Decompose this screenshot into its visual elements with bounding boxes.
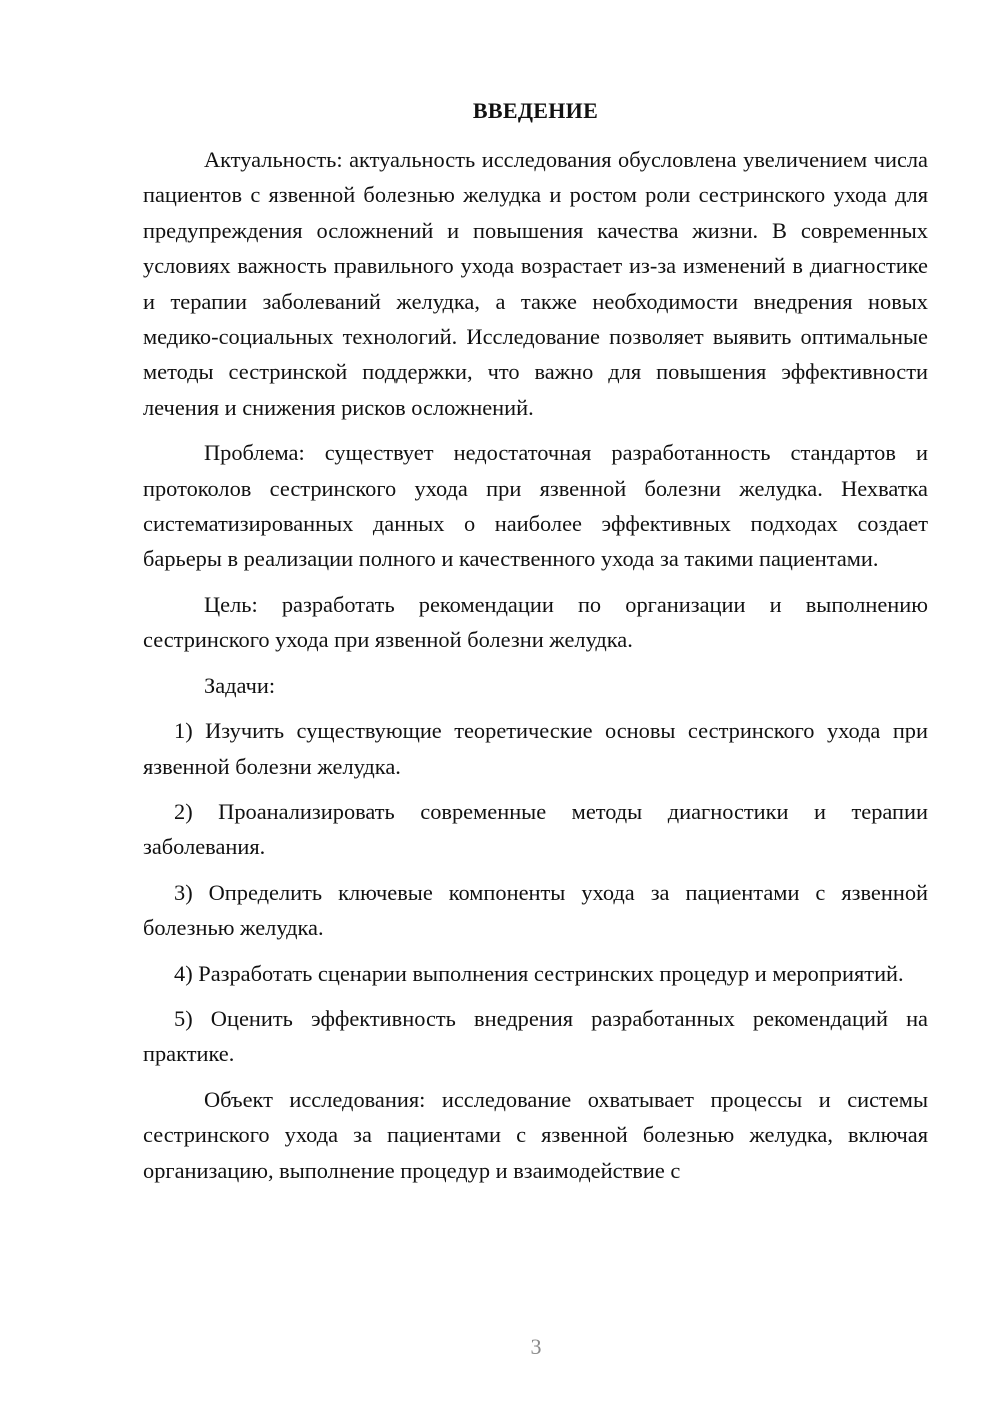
- problem-paragraph: Проблема: существует недостаточная разработанность стандартов и протоколов сестринского ухода при язвенной болезни желудка. Нехватка систематизированных данных о наиболее эффективных подходах создает барьеры в реализации полного и качественного ухода за такими пациентами.: [143, 440, 928, 572]
- page-number: 3: [530, 1334, 542, 1359]
- task-item-1: 1) Изучить существующие теоретические основы сестринского ухода при язвенной болезни желудка.: [143, 718, 928, 779]
- object-paragraph: Объект исследования: исследование охватывает процессы и системы сестринского ухода за пациентами с язвенной болезнью желудка, включая организацию, выполнение процедур и взаимодействие с: [143, 1086, 928, 1183]
- goal-paragraph: Цель: разработать рекомендации по организации и выполнению сестринского ухода при язвенной болезни желудка.: [143, 591, 928, 653]
- tasks-heading: Задачи:: [204, 672, 276, 698]
- relevance-paragraph: Актуальность: актуальность исследования обусловлена увеличением числа пациентов с язвенной болезнью желудка и ростом роли сестринского ухода для предупреждения осложнений и повышения качества жизни. В современных условиях важность правильного ухода возрастает из-за изменений в диагностике и терапии заболеваний желудка, а также необходимости внедрения новых медико-социальных технологий. Исследование позволяет выявить оптимальные методы сестринской поддержки, что важно для повышения эффективности лечения и снижения рисков осложнений.: [143, 147, 928, 420]
- body-text: [143, 142, 928, 1198]
- section-heading: ВВЕДЕНИЕ: [472, 98, 599, 123]
- task-item-3: 3) Определить ключевые компоненты ухода за пациентами с язвенной болезнью желудка.: [143, 879, 928, 941]
- task-item-4: 4) Разработать сценарии выполнения сестринских процедур и мероприятий.: [174, 960, 904, 986]
- task-item-2: 2) Проанализировать современные методы диагностики и терапии заболевания.: [143, 798, 928, 860]
- task-item-5: 5) Оценить эффективность внедрения разработанных рекомендаций на практике.: [143, 1005, 928, 1067]
